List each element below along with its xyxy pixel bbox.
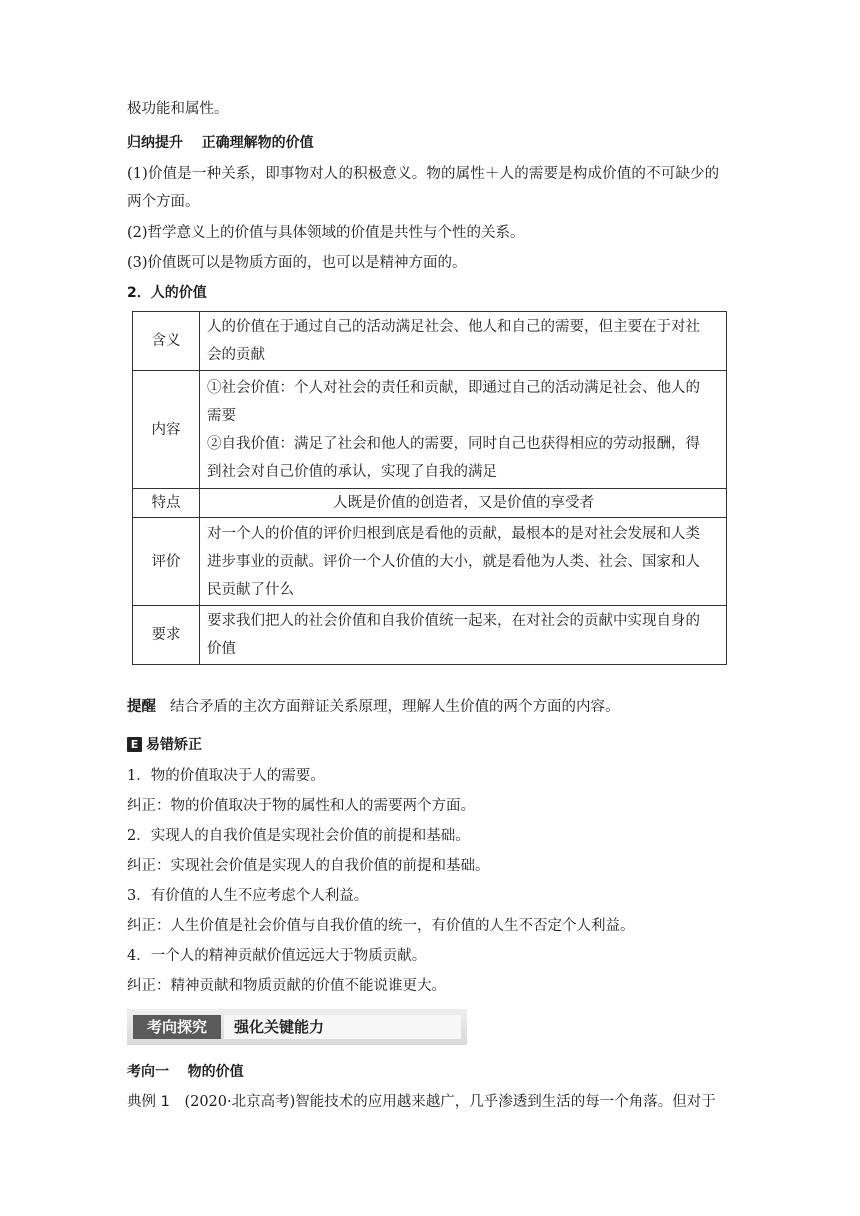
cell-line: 需要 bbox=[207, 407, 236, 424]
example-text: (2020·北京高考)智能技术的应用越来越广，几乎渗透到生活的每一个角落。但对于 bbox=[184, 1094, 716, 1110]
summary-p1-line1: (1)价值是一种关系，即事物对人的积极意义。物的属性＋人的需要是构成价值的不可缺少的 bbox=[127, 166, 720, 182]
table-header-cell: 要求 bbox=[133, 606, 200, 665]
error-item-wrong: 2．实现人的自我价值是实现社会价值的前提和基础。 bbox=[127, 828, 470, 844]
summary-heading bbox=[127, 133, 314, 153]
tip-text: 结合矛盾的主次方面辩证关系原理，理解人生价值的两个方面的内容。 bbox=[170, 699, 620, 715]
cell-line: 会的贡献 bbox=[207, 347, 265, 363]
cell-line: 到社会对自己价值的承认，实现了自我的满足 bbox=[207, 463, 497, 480]
person-value-table bbox=[132, 311, 727, 665]
table-content-cell bbox=[200, 489, 727, 518]
table-row bbox=[133, 606, 727, 665]
intro-tail: 极功能和属性。 bbox=[127, 101, 229, 117]
table-header-cell: 含义 bbox=[133, 312, 200, 371]
table-row bbox=[133, 518, 727, 606]
cell-line: 对一个人的价值的评价归根到底是看他的贡献，最根本的是对社会发展和人类 bbox=[207, 525, 700, 542]
table-row bbox=[133, 489, 727, 518]
table-row bbox=[133, 312, 727, 371]
summary-p3: (3)价值既可以是物质方面的，也可以是精神方面的。 bbox=[127, 255, 467, 271]
summary-heading-title: 正确理解物的价值 bbox=[201, 135, 314, 151]
summary-p2: (2)哲学意义上的价值与具体领域的价值是共性与个性的关系。 bbox=[127, 225, 525, 241]
example-line bbox=[127, 1092, 716, 1112]
tip-label: 提醒 bbox=[127, 699, 156, 715]
table-content-cell bbox=[200, 371, 727, 489]
banner-right-label: 强化关键能力 bbox=[224, 1015, 461, 1039]
error-item-wrong: 4．一个人的精神贡献价值远远大于物质贡献。 bbox=[127, 948, 427, 964]
error-item-fix: 纠正：人生价值是社会价值与自我价值的统一，有价值的人生不否定个人利益。 bbox=[127, 918, 635, 934]
error-item-fix: 纠正：物的价值取决于物的属性和人的需要两个方面。 bbox=[127, 798, 475, 814]
summary-p1-line2: 两个方面。 bbox=[127, 194, 200, 210]
direction-heading bbox=[127, 1062, 244, 1082]
cell-line: 民贡献了什么 bbox=[207, 581, 294, 598]
cell-line: 价值 bbox=[207, 641, 236, 657]
banner-left-label: 考向探究 bbox=[133, 1015, 221, 1039]
error-correction-heading bbox=[127, 734, 202, 754]
tip-note bbox=[127, 695, 620, 716]
table-content-cell bbox=[200, 518, 727, 606]
direction-title: 物的价值 bbox=[187, 1064, 244, 1080]
error-item-fix: 纠正：实现社会价值是实现人的自我价值的前提和基础。 bbox=[127, 858, 490, 874]
section-title-person-value: 2．人的价值 bbox=[127, 285, 207, 301]
example-label: 典例 1 bbox=[127, 1094, 170, 1110]
table-row bbox=[133, 371, 727, 489]
table-header-cell: 特点 bbox=[133, 489, 200, 518]
error-item-wrong: 1．物的价值取决于人的需要。 bbox=[127, 768, 325, 784]
error-correction-title: 易错矫正 bbox=[146, 737, 202, 753]
summary-heading-key: 归纳提升 bbox=[127, 135, 183, 151]
error-item-wrong: 3．有价值的人生不应考虑个人利益。 bbox=[127, 888, 369, 904]
table-header-cell: 内容 bbox=[133, 371, 200, 489]
cell-line: 人既是价值的创造者，又是价值的享受者 bbox=[333, 495, 594, 511]
table-header-cell: 评价 bbox=[133, 518, 200, 606]
cell-line: 要求我们把人的社会价值和自我价值统一起来，在对社会的贡献中实现自身的 bbox=[207, 613, 700, 629]
cell-line: ②自我价值：满足了社会和他人的需要，同时自己也获得相应的劳动报酬，得 bbox=[207, 435, 700, 452]
direction-key: 考向一 bbox=[127, 1064, 169, 1080]
cell-line: 人的价值在于通过自己的活动满足社会、他人和自己的需要，但主要在于对社 bbox=[207, 319, 700, 335]
cell-line: ①社会价值：个人对社会的责任和贡献，即通过自己的活动满足社会、他人的 bbox=[207, 379, 700, 396]
error-item-fix: 纠正：精神贡献和物质贡献的价值不能说谁更大。 bbox=[127, 978, 446, 994]
section-e-icon: E bbox=[127, 737, 142, 752]
table-content-cell bbox=[200, 312, 727, 371]
table-content-cell bbox=[200, 606, 727, 665]
cell-line: 进步事业的贡献。评价一个人价值的大小，就是看他为人类、社会、国家和人 bbox=[207, 553, 700, 570]
section-banner bbox=[127, 1009, 467, 1045]
